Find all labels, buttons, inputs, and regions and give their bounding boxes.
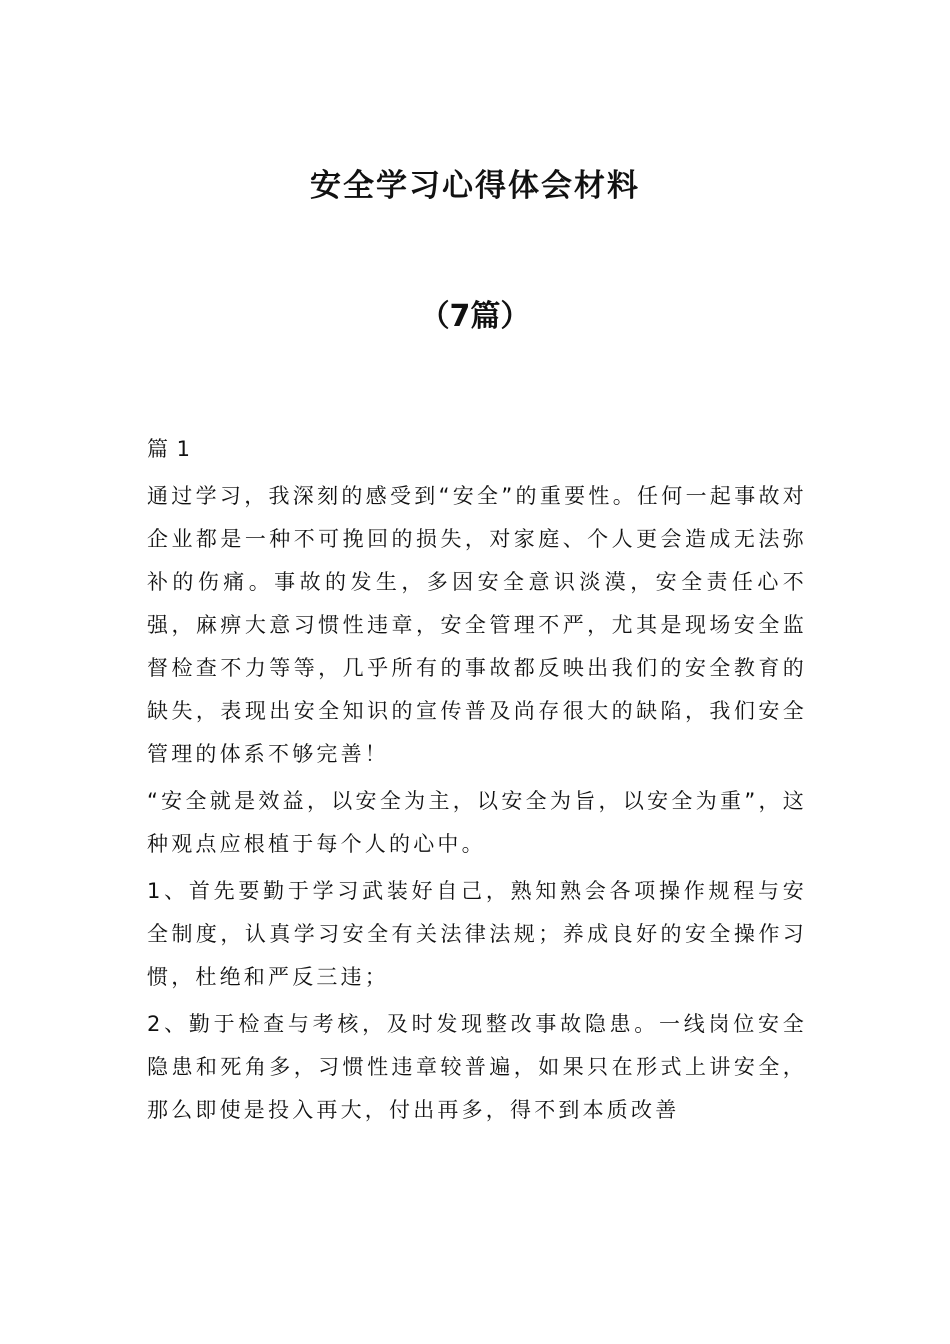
document-subtitle: （7篇） [419,299,531,334]
paragraph: 1、首先要勤于学习武装好自己，熟知熟会各项操作规程与安全制度，认真学习安全有关法律法规；养成良好的安全操作习惯，杜绝和严反三违； [147,879,807,989]
document-title: 安全学习心得体会材料 [310,168,640,204]
section-label: 篇 1 [147,437,192,461]
paragraph: 通过学习，我深刻的感受到“安全”的重要性。任何一起事故对企业都是一种不可挽回的损失，对家庭、个人更会造成无法弥补的伤痛。事故的发生，多因安全意识淡漠，安全责任心不强，麻痹大意习惯性违章，安全管理不严，尤其是现场安全监督检查不力等等，几乎所有的事故都反映出我们的安全教育的缺失，表现出安全知识的宣传普及尚存很大的缺陷，我们安全管理的体系不够完善！ [147,484,807,766]
paragraph: “安全就是效益，以安全为主，以安全为旨，以安全为重”，这种观点应根植于每个人的心中。 [147,789,807,856]
paragraph: 2、勤于检查与考核，及时发现整改事故隐患。一线岗位安全隐患和死角多，习惯性违章较普遍，如果只在形式上讲安全，那么即使是投入再大，付出再多，得不到本质改善 [147,1012,807,1122]
document-body [147,428,807,1136]
